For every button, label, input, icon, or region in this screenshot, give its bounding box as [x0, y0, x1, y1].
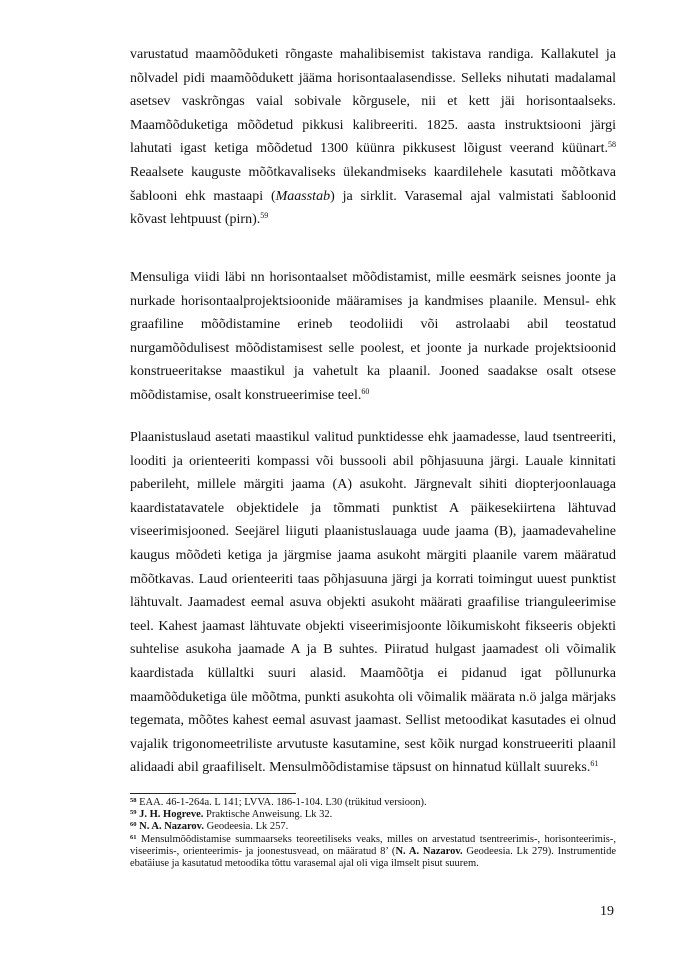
page-number: 19 [600, 904, 614, 919]
footnote-author: J. H. Hogreve. [136, 809, 204, 821]
paragraph-1-text-c: ) ja sirklit. Varasemal ajal valmistati šabloonid kõvast lehtpuust (pirn). [130, 188, 616, 228]
footnote-number: 61 [130, 833, 137, 841]
footnote-number: 59 [130, 809, 137, 817]
footnote-58 [130, 797, 616, 809]
footnote-ref-59[interactable]: 59 [260, 211, 269, 221]
paragraph-2 [130, 266, 616, 408]
footnote-author: N. A. Nazarov. [395, 845, 463, 857]
paragraph-3 [130, 426, 616, 780]
footnote-text: Praktische Anweisung. Lk 32. [203, 809, 333, 821]
footnote-number: 60 [130, 821, 137, 829]
paragraph-3-text: Plaanistuslaud asetati maastikul valitud punktidesse ehk jaamadesse, laud tsentreeriti, looditi ja orienteeriti kompassi või bussooli abil põhjasuuna järgi. Lauale kinnitati paberileht, millele märgiti jaama (A) asukoht. Järgnevalt sihiti diopterjoonlauaga kaardistatavatele objektidele ja tõmmati punktist A päikesekiirtena lähtuvad viseerimisjooned. Seejärel liiguti plaanistuslauaga uude jaama (B), jaamadevaheline kaugus mõõdeti ketiga ja järgmise jaama asukoht märgiti plaanile varem määratud mõõtkavas. Laud orienteeriti taas põhjasuuna järgi ja korrati toimingut uuest punktist lähtuvalt. Jaamadest eemal asuva objekti asukoht määrati graafilise trianguleerimise teel. Kahest jaamast lähtuvate objekti viseerimisjoonte lõikumiskoht fikseeris objekti suhtelise asukoha jaamade A ja B suhtes. Piiratud hulgast jaamadest oli võimalik kaardistada küllaltki suuri alasid. Maamõõtja ei pidanud igat põllunurka maamõõduketiga üle mõõtma, punkti asukohta oli võimalik määrata n.ö jalga märjaks tegemata, mõõtes kahest eemal asuvast jaamast. Sellist metoodikat kasutades ei olnud vajalik trigonomeetriliste arvutuste kasutamine, sest kõik nurgad konstrueeriti plaanil alidaadi abil graafiliselt. Mensulmõõdistamise täpsust on hinnatud küllalt suureks. [130, 430, 616, 776]
footnotes [130, 797, 616, 870]
footnote-author: N. A. Nazarov. [136, 821, 204, 833]
footnote-number: 58 [130, 797, 137, 804]
paragraph-1-italic-term: Maasstab [275, 188, 331, 204]
paragraph-1-text-b: Reaalsete kauguste mõõtkavaliseks ülekandmiseks kaardilehele kasutati mõõtkava šablooni ehk mastaapi ( [130, 164, 616, 204]
paragraph-1 [130, 43, 616, 232]
footnote-ref-60[interactable]: 60 [361, 386, 370, 396]
footnote-separator [130, 793, 296, 794]
paragraph-1-text-a: varustatud maamõõduketi rõngaste mahalibisemist takistava randiga. Kallakutel ja nõlvadel pidi maamõõdukett jääma horisontaalasendisse. Selleks nihutati madalamal asetsev vaskrõngas vaial sobivale kõrgusele, nii et kett jäi horisontaalseks. Maamõõduketiga mõõdetud pikkusi kalibreeriti. 1825. aasta instruktsiooni järgi lahutati igast ketiga mõõdetud 1300 küünra pikkusest lõigust veerand küünart. [130, 47, 616, 157]
footnote-61 [130, 834, 616, 871]
footnote-ref-58[interactable]: 58 [608, 140, 616, 150]
footnote-ref-61[interactable]: 61 [590, 759, 599, 769]
footnote-text: Mensulmõõdistamise summaarseks teoreetiliseks veaks, milles on arvestatud tsentreerimis-, horisonteerimis-, viseerimis-, orienteerimis- ja joonestusvead, on määratud 8’ ( [130, 833, 616, 857]
paragraph-2-text: Mensuliga viidi läbi nn horisontaalset mõõdistamist, mille eesmärk seisnes joonte ja nurkade horisontaalprojektsioonide määramises ja kandmises plaanile. Mensul- ehk graafiline mõõdistamine erineb teodoliidi või astrolaabi abil teostatud nurgamõõdulisest mõõdistamisest selle poolest, et joonte ja nurkade projektsioonid konstrueeritakse maastikul ja vahetult ka plaanil. Jooned saadakse osalt otsese mõõdistamise, osalt konstrueerimise teel. [130, 270, 616, 403]
footnote-text: EAA. 46-1-264a. L 141; LVVA. 186-1-104. L30 (trükitud versioon). [136, 797, 427, 808]
footnote-text: Geodeesia. Lk 257. [203, 821, 289, 833]
footnote-60 [130, 821, 616, 833]
footnote-59 [130, 809, 616, 821]
footnote-text-continued: Geodeesia. Lk 279). Instrumentide ebatäiuse ja kasutatud metoodika tõttu varasemal ajal oli viga ilmselt pisut suurem. [130, 845, 616, 870]
